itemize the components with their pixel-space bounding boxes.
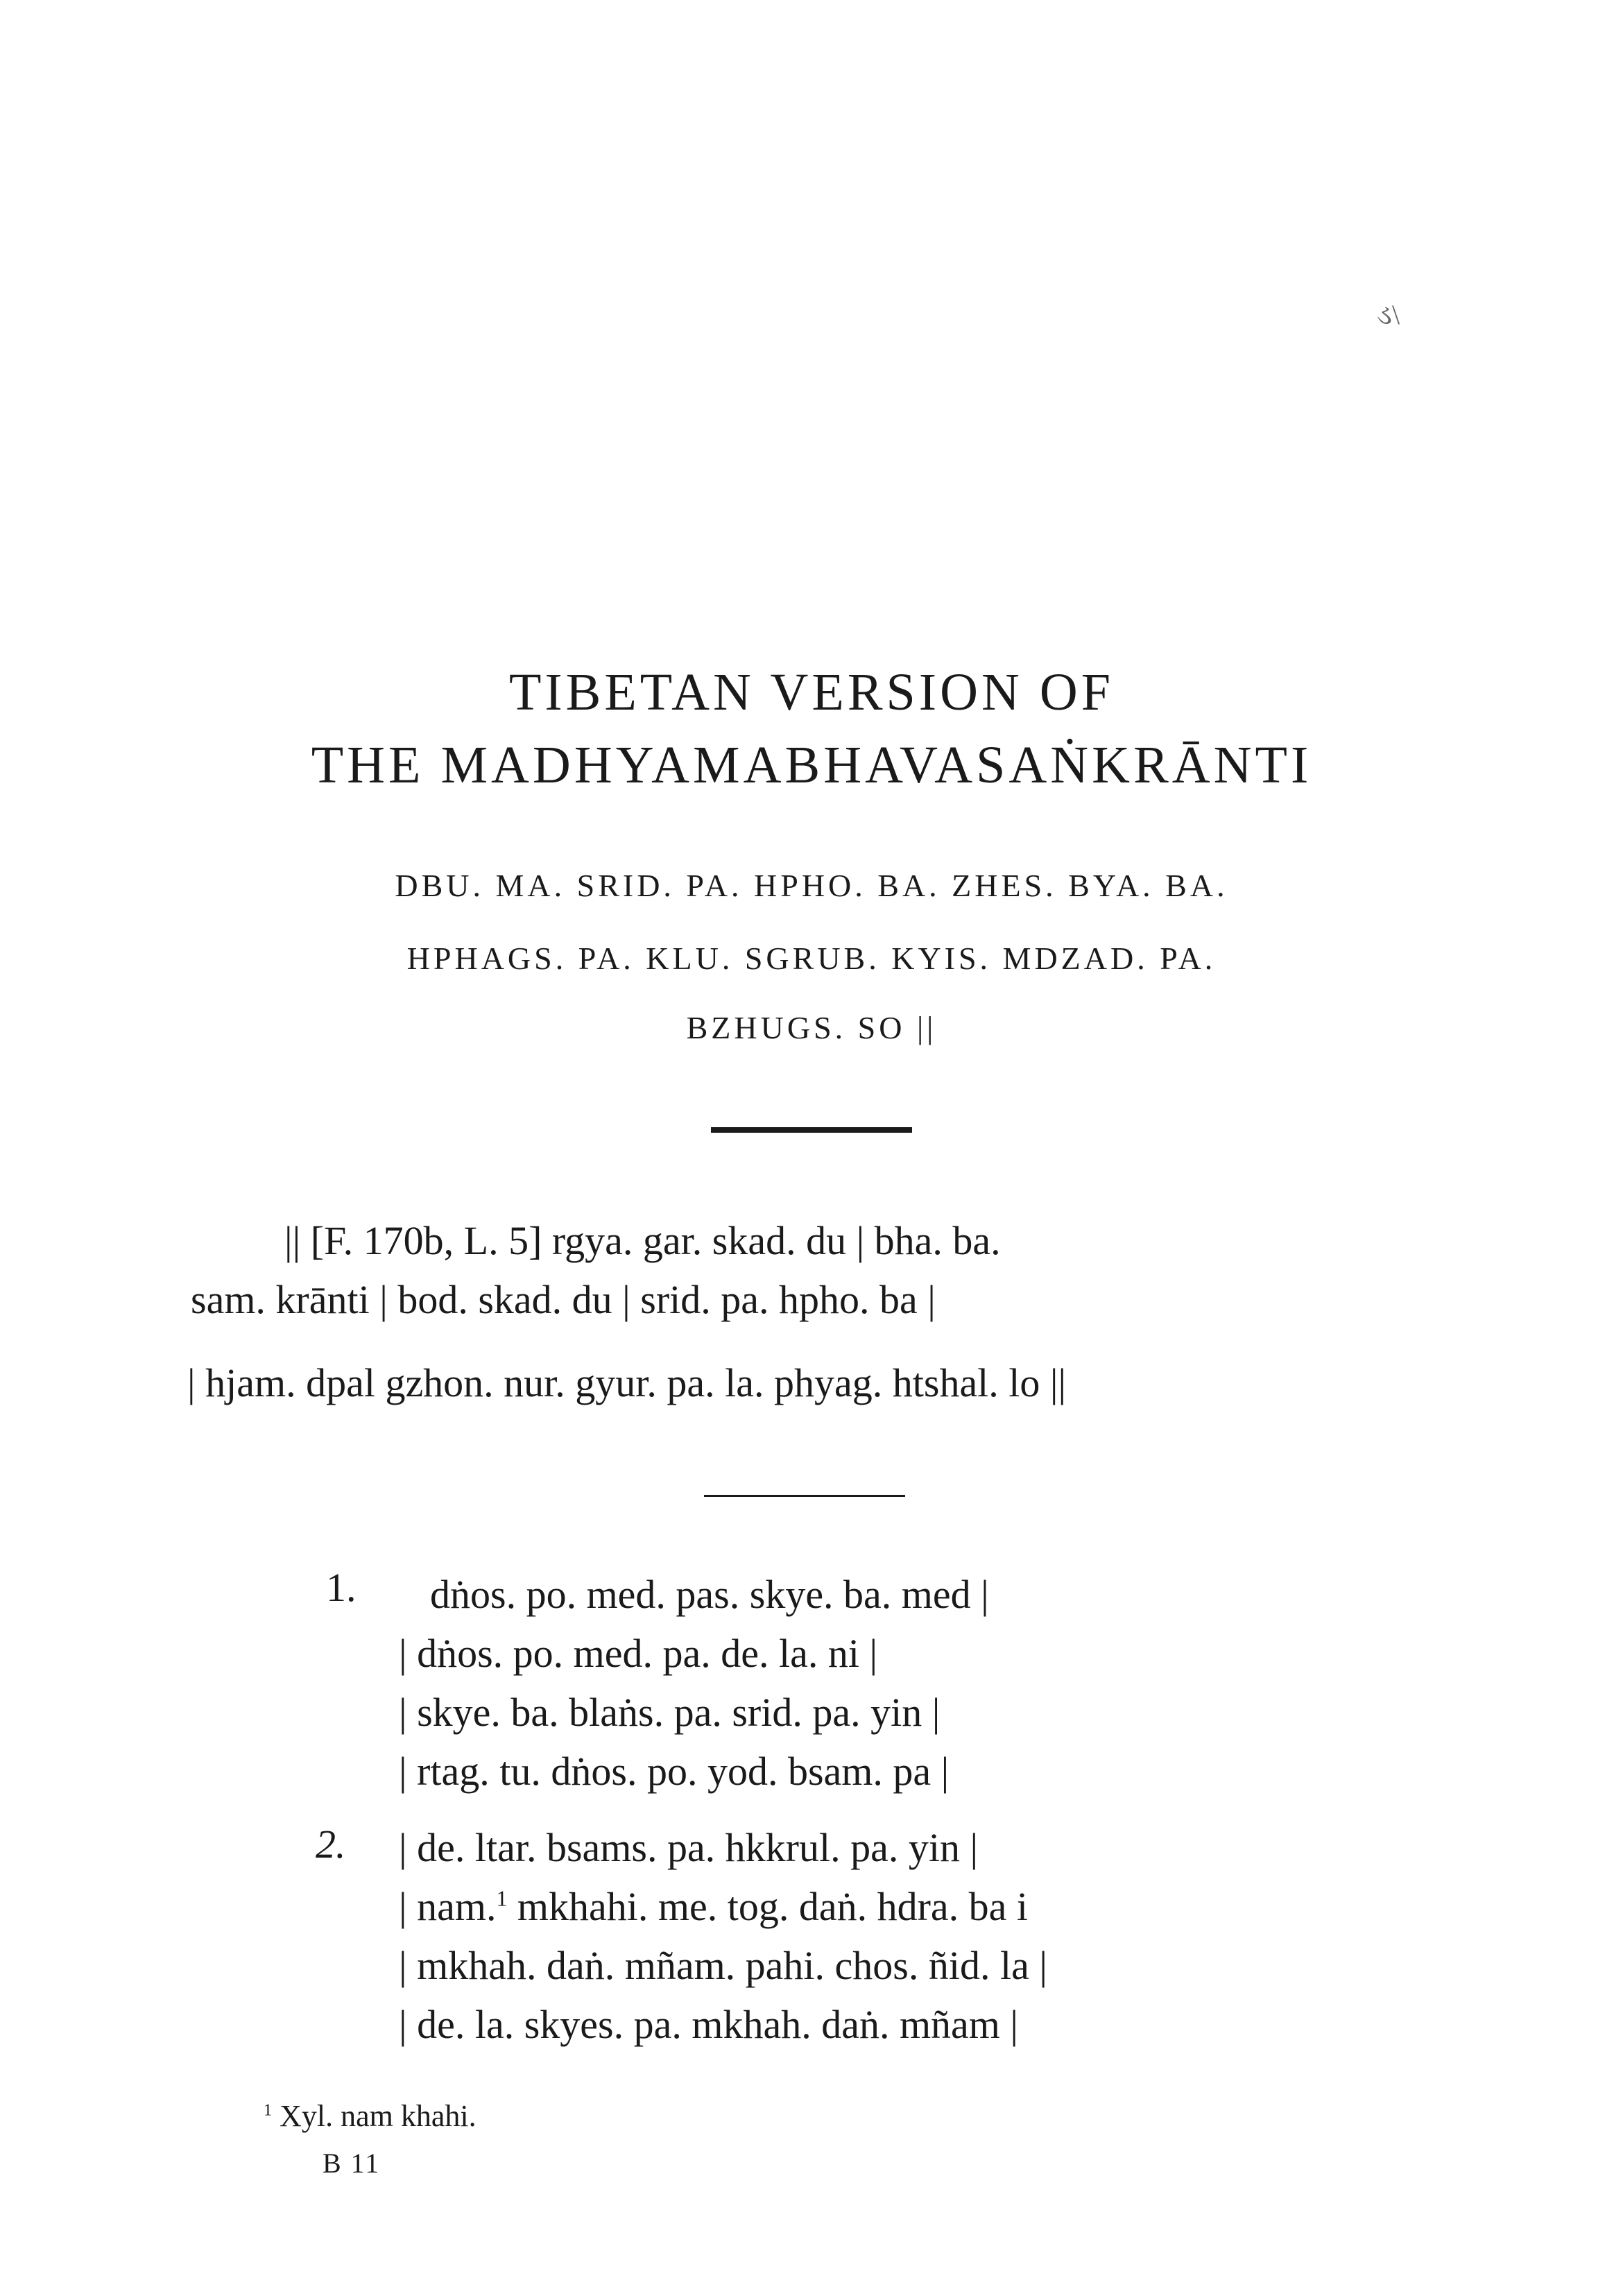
heavy-divider: [711, 1127, 912, 1133]
subtitle-line-2: HPHAGS. PA. KLU. SGRUB. KYIS. MDZAD. PA.: [406, 941, 1217, 976]
footnote-marker: 1: [264, 2100, 273, 2120]
verse-line: dṅos. po. med. pas. skye. ba. med |: [430, 1572, 989, 1617]
footnote-text: Xyl. nam khahi.: [272, 2099, 476, 2133]
subtitle-line-3: BZHUGS. SO ||: [686, 1010, 937, 1045]
verse-number: 1.: [326, 1565, 357, 1610]
verse-line: [399, 1883, 1028, 1930]
corner-mark: ડ\: [1377, 299, 1400, 330]
intro-line-3: | hjam. dpal gzhon. nur. gyur. pa. la. phyag. htshal. lo ||: [187, 1360, 1067, 1405]
intro-line-1: || [F. 170b, L. 5] rgya. gar. skad. du | bha. ba.: [284, 1218, 1001, 1263]
verse-line: | dṅos. po. med. pa. de. la. ni |: [399, 1631, 878, 1676]
title-line-1: TIBETAN VERSION OF: [508, 663, 1115, 721]
signature-mark: B 11: [323, 2148, 381, 2179]
verse-line: | rtag. tu. dṅos. po. yod. bsam. pa |: [399, 1749, 950, 1794]
footnote-ref: 1: [496, 1886, 508, 1911]
verse-line: | de. la. skyes. pa. mkhah. daṅ. mñam |: [399, 2002, 1019, 2047]
subtitle-line-1: DBU. MA. SRID. PA. HPHO. BA. ZHES. BYA. BA.: [395, 868, 1228, 903]
intro-line-2: sam. krānti | bod. skad. du | srid. pa. hpho. ba |: [191, 1277, 936, 1322]
verse-line: | skye. ba. blaṅs. pa. srid. pa. yin |: [399, 1690, 941, 1735]
verse-number: 2.: [316, 1822, 346, 1867]
verse-line: | de. ltar. bsams. pa. hkkrul. pa. yin |: [399, 1825, 979, 1870]
footnote: [264, 2098, 476, 2134]
verse-line-start: | nam.: [399, 1884, 497, 1929]
verse-line: | mkhah. daṅ. mñam. pahi. chos. ñid. la |: [399, 1943, 1047, 1988]
thin-divider: [704, 1495, 905, 1497]
title-line-2: THE MADHYAMABHAVASAṄKRĀNTI: [311, 736, 1312, 794]
verse-line-rest: mkhahi. me. tog. daṅ. hdra. ba i: [507, 1884, 1029, 1929]
